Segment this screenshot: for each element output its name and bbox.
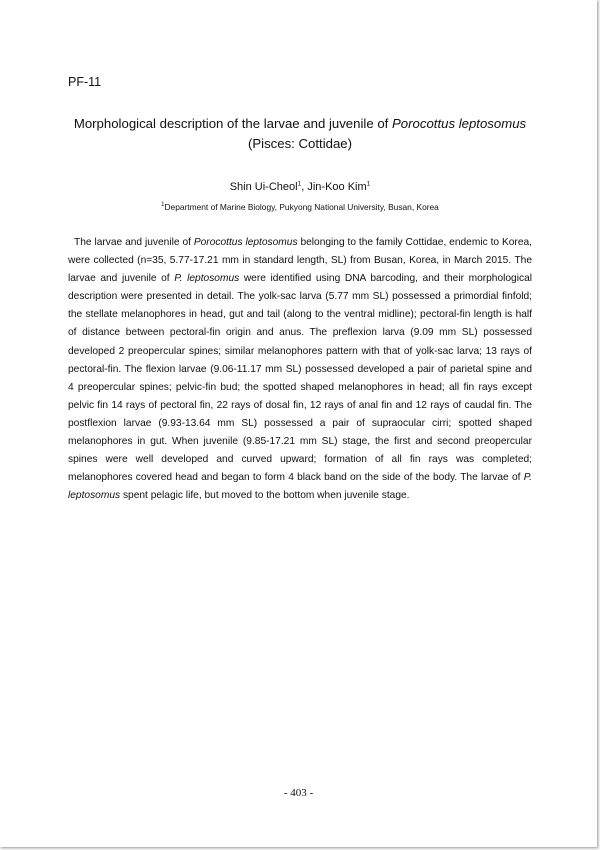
author-name: Shin Ui-Cheol xyxy=(229,181,298,193)
affiliation-text: Department of Marine Biology, Pukyong National University, Busan, Korea xyxy=(164,202,439,212)
affiliation-mark: 1 xyxy=(161,202,165,209)
abstract-line: melanophores in gut. When juvenile (9.85-17.21 mm SL) stage, the first and second preopercular xyxy=(68,436,532,448)
author-affiliation-mark: 1 xyxy=(297,180,302,188)
abstract-line: 4 preopercular spines; pelvic-fin bud; the spotted shaped melanophores in head; all fin rays except xyxy=(68,381,532,393)
title-text: Morphological description of the larvae and juvenile of xyxy=(73,116,392,131)
abstract-text: larvae and juvenile of xyxy=(68,273,175,285)
author-affiliation-mark: 1 xyxy=(366,180,371,188)
paper-title xyxy=(40,114,560,154)
abstract-line: developed 2 preopercular spines; similar melanophores pattern with that of yolk-sac larva; 13 rays of xyxy=(68,345,532,357)
title-subtitle: (Pisces: Cottidae) xyxy=(247,136,353,151)
abstract-line: pectoral-fin. The flexion larvae (9.06-11.17 mm SL) possessed developed a pair of parietal spine and xyxy=(68,363,532,375)
abstract-line: postflexion larvae (9.93-13.64 mm SL) possessed a pair of supraocular cirri; spotted shaped xyxy=(68,417,532,429)
author-name: Jin-Koo Kim xyxy=(307,181,367,193)
abstract-body xyxy=(68,234,532,505)
species-name: P. leptosomus xyxy=(174,273,240,285)
abstract-line: of distance between pectoral-fin origin and anus. The preflexion larva (9.09 mm SL) possessed xyxy=(68,327,532,339)
abstract-line xyxy=(68,469,532,487)
abstract-line: were collected (n=35, 5.77-17.21 mm in standard length, SL) from Busan, Korea, in March 2015. The xyxy=(68,255,532,267)
author-separator: , xyxy=(301,181,308,193)
abstract-line xyxy=(68,234,532,252)
page-number: - 403 - xyxy=(283,787,314,799)
species-name: Porocottus leptosomus xyxy=(193,237,298,248)
abstract-text: melanophores covered head and began to form 4 black band on the side of the body. The larvae of xyxy=(68,472,524,484)
abstract-text: were identified using DNA barcoding, and their morphological xyxy=(239,273,533,285)
abstract-line: spines were well developed and curved upward; formation of all fin rays was completed; xyxy=(68,454,532,466)
abstract-text: belonging to the family Cottidae, endemic to Korea, xyxy=(297,237,532,248)
abstract-line: pelvic fin 14 rays of pectoral fin, 22 rays of dosal fin, 12 rays of anal fin and 12 rays of caudal fin. The xyxy=(68,399,532,411)
species-name: leptosomus xyxy=(68,490,121,502)
abstract-text: spent pelagic life, but moved to the bottom when juvenile stage. xyxy=(120,490,410,502)
session-code: PF-11 xyxy=(68,75,102,89)
author-list xyxy=(40,181,560,193)
abstract-line: description were presented in detail. The yolk-sac larva (5.77 mm SL) possessed a primordial finfold; xyxy=(68,291,532,303)
abstract-line xyxy=(68,487,532,505)
abstract-line: the stellate melanophores in head, gut and tail (along to the ventral midline); pectoral-fin length is half xyxy=(68,309,532,321)
abstract-text: The larvae and juvenile of xyxy=(74,237,194,248)
abstract-line xyxy=(68,270,532,288)
title-species-name: Porocottus leptosomus xyxy=(392,116,527,131)
species-name: P. xyxy=(523,472,532,484)
affiliation xyxy=(40,202,560,212)
